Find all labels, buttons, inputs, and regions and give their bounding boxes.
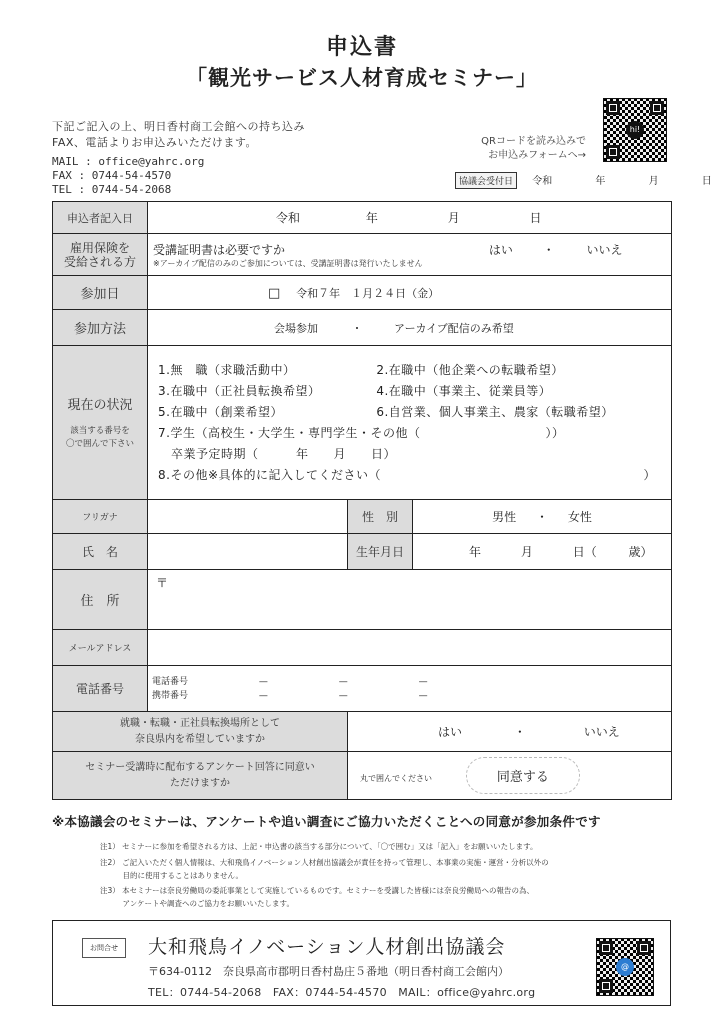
footnote-3-cont: アンケートや調査へのご協力をお願いいたします。 — [100, 899, 294, 908]
phone-tel-dash-3: — — [418, 676, 428, 687]
email-field[interactable] — [148, 630, 672, 666]
applicant-date-era: 令和 — [276, 211, 301, 225]
footnote-2: 注2） ご記入いただく個人情報は、大和飛鳥イノベーション人材創出協議会が責任を持って管理し、本事業の実施・運営・分析以外の — [100, 858, 549, 867]
employment-question: 受講証明書は必要ですか — [153, 242, 286, 257]
survey-agree-button[interactable]: 同意する — [466, 757, 580, 794]
phone-mobile-dash-3: — — [418, 690, 428, 701]
footer-qr-badge: @ — [616, 958, 634, 976]
employment-field — [148, 234, 672, 276]
page-title: 申込書 — [325, 35, 398, 60]
workplace-question-1: 就職・転職・正社員転換場所として — [120, 717, 280, 729]
status-option-8[interactable]: 8.その他※具体的に記入してください（ ） — [158, 467, 657, 482]
method-label: 参加方法 — [53, 310, 148, 346]
workplace-sep: ・ — [513, 725, 526, 739]
application-form — [52, 201, 672, 800]
birth-month: 月 — [520, 545, 533, 559]
receipt-era: 令和 — [532, 176, 553, 187]
employment-label-1: 雇用保険を — [69, 240, 130, 255]
footnote-3: 注3） 本セミナーは奈良労働局の委託事業として実施しているものです。セミナーを受講した皆様には奈良労働局への報告の為、 — [100, 886, 535, 895]
date-label: 参加日 — [53, 276, 148, 310]
intro-line-2: FAX、電話よりお申込みいただけます。 — [52, 136, 257, 149]
receipt-month: 月 — [648, 176, 659, 187]
date-value: 令和７年 １月２４日（金） — [296, 286, 440, 300]
phone-tel-dash-1: — — [258, 676, 268, 687]
status-label — [53, 346, 148, 500]
survey-question-1: セミナー受講時に配布するアンケート回答に同意い — [85, 761, 315, 773]
gender-female[interactable]: 女性 — [567, 510, 592, 524]
organization-address: 〒634-0112 奈良県高市郡明日香村島庄５番地（明日香村商工会館内） — [148, 965, 509, 978]
furigana-field[interactable] — [148, 500, 348, 534]
phone-mobile-dash-1: — — [258, 690, 268, 701]
intro-mail: MAIL : office@yahrc.org — [52, 155, 205, 168]
workplace-yes[interactable]: はい — [438, 725, 463, 739]
receipt-year: 年 — [595, 176, 606, 187]
intro-tel: TEL : 0744-54-2068 — [52, 183, 172, 196]
receipt-day: 日 — [701, 176, 712, 187]
status-options — [148, 346, 672, 500]
birth-year: 年 — [469, 545, 482, 559]
applicant-date-label: 申込者記入日 — [53, 202, 148, 234]
employment-yes[interactable]: はい — [488, 242, 513, 257]
organization-name: 大和飛鳥イノベーション人材創出協議会 — [148, 936, 506, 958]
qr-badge: hi! — [626, 121, 644, 139]
intro-line-1: 下記ご記入の上、明日香村商工会館への持ち込み — [52, 120, 305, 133]
email-label: メールアドレス — [53, 630, 148, 666]
phone-mobile-dash-2: — — [338, 690, 348, 701]
receipt-date — [455, 172, 712, 189]
survey-hint: 丸で囲んでください — [360, 774, 432, 783]
applicant-date-day: 日 — [529, 211, 542, 225]
workplace-no[interactable]: いいえ — [583, 725, 620, 739]
phone-tel-label: 電話番号 — [152, 676, 189, 687]
workplace-label — [53, 712, 348, 752]
participation-condition: ※本協議会のセミナーは、アンケートや追い調査にご協力いただくことへの同意が参加条件です — [52, 814, 601, 829]
status-option-1[interactable]: 1.無 職（求職活動中） — [158, 362, 296, 377]
birth-label: 生年月日 — [348, 534, 413, 570]
status-hint-2: 〇で囲んで下さい — [65, 439, 134, 449]
applicant-date-month: 月 — [447, 211, 460, 225]
contact-qr-code[interactable] — [596, 938, 654, 996]
status-option-3[interactable]: 3.在職中（正社員転換希望） — [158, 383, 321, 398]
survey-label — [53, 752, 348, 800]
intro-fax: FAX : 0744-54-4570 — [52, 169, 172, 182]
workplace-question-2: 奈良県内を希望していますか — [135, 733, 265, 745]
birth-field[interactable] — [413, 534, 672, 570]
applicant-date-year: 年 — [365, 211, 378, 225]
address-label: 住 所 — [53, 570, 148, 630]
date-checkbox[interactable]: □ — [268, 285, 281, 301]
gender-male[interactable]: 男性 — [492, 510, 517, 524]
qr-note-line-1: QRコードを読み込みで — [481, 136, 586, 147]
status-title: 現在の状況 — [67, 398, 133, 413]
phone-field[interactable] — [148, 666, 672, 712]
status-option-5[interactable]: 5.在職中（創業希望） — [158, 404, 283, 419]
name-field[interactable] — [148, 534, 348, 570]
status-option-4[interactable]: 4.在職中（事業主、従業員等） — [376, 383, 552, 398]
method-venue[interactable]: 会場参加 — [274, 321, 318, 335]
phone-tel-dash-2: — — [338, 676, 348, 687]
method-sep: ・ — [351, 321, 363, 335]
survey-question-2: ただけますか — [170, 777, 230, 789]
employment-sep: ・ — [542, 242, 555, 257]
employment-note: ※アーカイブ配信のみのご参加については、受講証明書は発行いたしません — [153, 258, 423, 268]
method-archive[interactable]: アーカイブ配信のみ希望 — [394, 321, 514, 335]
footnote-2-cont: 目的に使用することはありません。 — [100, 871, 243, 880]
employment-label — [53, 234, 148, 276]
gender-sep: ・ — [535, 510, 548, 524]
status-option-2[interactable]: 2.在職中（他企業への転職希望） — [376, 362, 564, 377]
applicant-date-field[interactable] — [148, 202, 672, 234]
address-field[interactable] — [148, 570, 672, 630]
status-hint-1: 該当する番号を — [70, 426, 130, 436]
qr-note-line-2: お申込みフォームへ→ — [488, 150, 586, 161]
phone-mobile-label: 携帯番号 — [152, 690, 189, 701]
page-subtitle: 「観光サービス人材育成セミナー」 — [186, 66, 538, 90]
method-field — [148, 310, 672, 346]
inquiry-badge: お問合せ — [82, 938, 126, 958]
phone-label: 電話番号 — [53, 666, 148, 712]
workplace-field — [348, 712, 672, 752]
birth-day: 日（ — [572, 545, 597, 559]
gender-field — [413, 500, 672, 534]
receipt-label: 協議会受付日 — [455, 172, 517, 189]
birth-age: 歳） — [628, 545, 653, 559]
furigana-label: フリガナ — [53, 500, 148, 534]
status-option-7-graduation[interactable]: 卒業予定時期（ 年 月 日） — [171, 446, 397, 461]
name-label: 氏 名 — [53, 534, 148, 570]
status-option-7[interactable]: 7.学生（高校生・大学生・専門学生・その他（ ）） — [158, 425, 565, 440]
gender-label: 性 別 — [348, 500, 413, 534]
application-qr-code[interactable] — [603, 98, 667, 162]
footnote-1: 注1） セミナーに参加を希望される方は、上記・申込書の該当する部分について、「〇で囲む」又は「記入」をお願いいたします。 — [100, 842, 538, 851]
employment-no[interactable]: いいえ — [586, 242, 623, 257]
postal-mark: 〒 — [156, 576, 169, 590]
organization-contact: TEL：0744-54-2068 FAX：0744-54-4570 MAIL：office@yahrc.org — [148, 986, 536, 999]
date-field — [148, 276, 672, 310]
status-option-6[interactable]: 6.自営業、個人事業主、農家（転職希望） — [376, 404, 614, 419]
employment-label-2: 受給される方 — [63, 254, 136, 269]
survey-field — [348, 752, 672, 800]
